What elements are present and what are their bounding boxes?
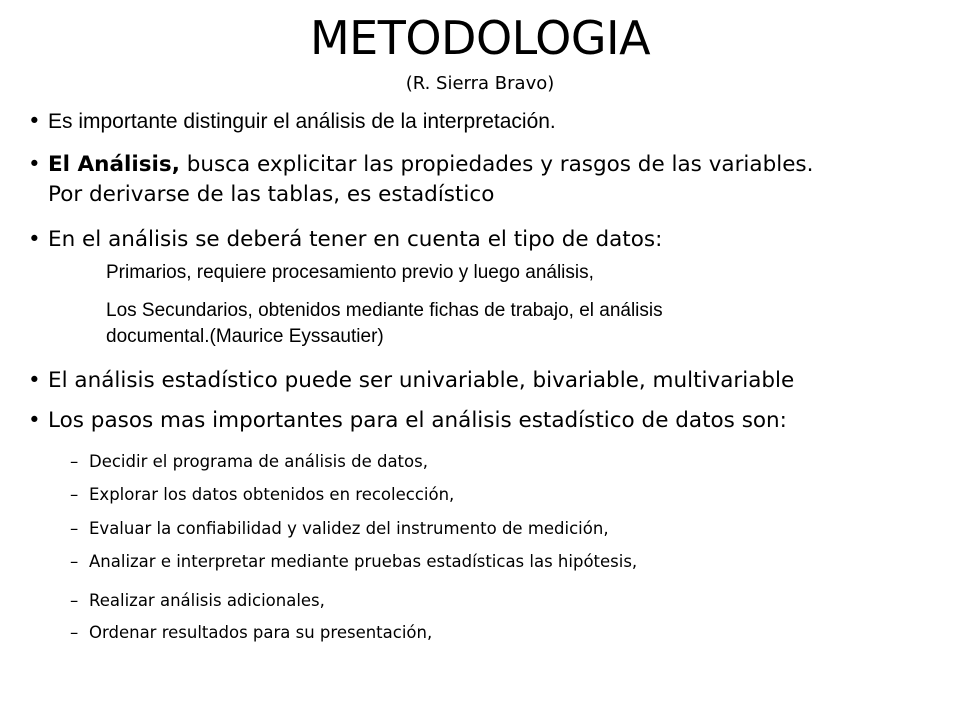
bullet-text: Es importante distinguir el análisis de la interpretación. <box>48 110 556 133</box>
bullet-text: El análisis estadístico puede ser univariable, bivariable, multivariable <box>48 368 795 393</box>
bullet-text-line2: Por derivarse de las tablas, es estadístico <box>48 182 495 207</box>
dash-marker: – <box>70 519 79 538</box>
bullet-text: Los pasos mas importantes para el análisis estadístico de datos son: <box>48 408 787 433</box>
bullet-marker: • <box>28 109 41 134</box>
dash-marker: – <box>70 591 79 610</box>
bullet-marker: • <box>28 227 41 252</box>
step-text: Decidir el programa de análisis de datos, <box>89 452 428 471</box>
bullet-marker: • <box>28 368 41 393</box>
slide-subtitle: (R. Sierra Bravo) <box>405 73 555 94</box>
bullet-marker: • <box>28 408 41 433</box>
step-text: Realizar análisis adicionales, <box>89 591 325 610</box>
step-text: Evaluar la confiabilidad y validez del instrumento de medición, <box>89 519 609 538</box>
step-text: Ordenar resultados para su presentación, <box>89 623 433 642</box>
data-type-item: Primarios, requiere procesamiento previo y luego análisis, <box>106 262 594 283</box>
data-type-item: Los Secundarios, obtenidos mediante fichas de trabajo, el análisis <box>106 300 663 321</box>
dash-marker: – <box>70 623 79 642</box>
dash-marker: – <box>70 552 79 571</box>
dash-marker: – <box>70 452 79 471</box>
step-text: Explorar los datos obtenidos en recolección, <box>89 485 455 504</box>
bullet-text <box>48 150 953 179</box>
bold-term: El Análisis, <box>48 152 180 177</box>
slide-title: METODOLOGIA <box>309 11 651 65</box>
bullet-marker: • <box>28 152 41 177</box>
dash-marker: – <box>70 485 79 504</box>
bullet-text: En el análisis se deberá tener en cuenta el tipo de datos: <box>48 227 663 252</box>
step-text: Analizar e interpretar mediante pruebas estadísticas las hipótesis, <box>89 552 638 571</box>
data-type-item: documental.(Maurice Eyssautier) <box>106 326 384 347</box>
bullet-text-rest: busca explicitar las propiedades y rasgos de las variables. <box>179 152 814 177</box>
